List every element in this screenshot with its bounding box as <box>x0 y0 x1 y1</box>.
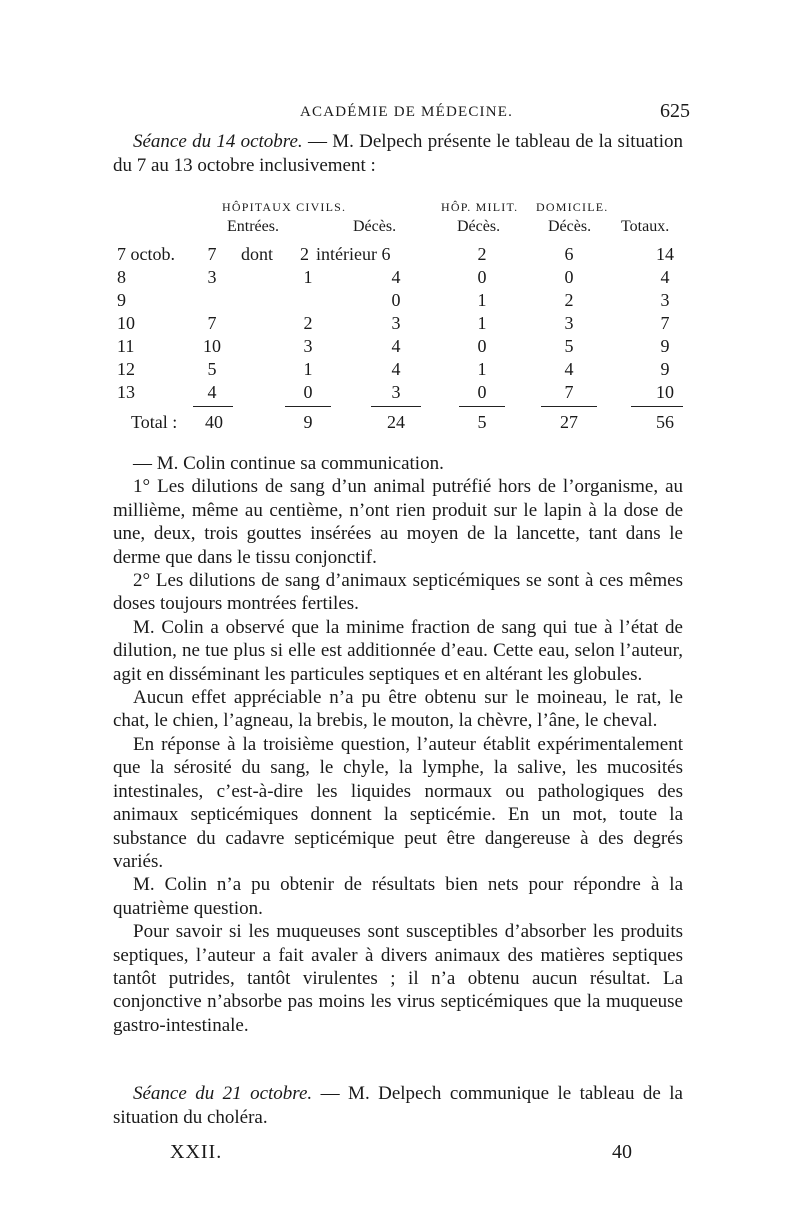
sum-rule <box>193 406 233 407</box>
row-domicile: 0 <box>564 267 574 287</box>
row-entrees: 10 <box>203 336 221 356</box>
table-row <box>115 382 685 405</box>
running-title: ACADÉMIE DE MÉDECINE. <box>300 104 514 120</box>
subheader-domicile-deces: Décès. <box>548 218 592 235</box>
row-militaires: 1 <box>477 359 487 379</box>
session-date-21-oct: Séance du 21 octobre. <box>133 1083 313 1104</box>
row-total: 14 <box>656 244 674 264</box>
row-entrees: 5 <box>207 359 217 379</box>
signature-mark: XXII. <box>170 1141 223 1163</box>
sum-rule <box>371 406 421 407</box>
table-row <box>115 290 685 313</box>
row-date: 12 <box>117 359 135 379</box>
paragraph: Aucun effet appréciable n’a pu être obtenu sur le moineau, le rat, le chat, le chien, l’agneau, la brebis, le mouton, la chèvre, l’âne, le cheval. <box>113 687 683 732</box>
row-interieur: 4 <box>391 359 401 379</box>
total-civils-deces: 9 <box>303 412 313 432</box>
row-interieur: 3 <box>391 382 401 402</box>
header-hopitaux-militaires: HÔP. MILIT. <box>441 200 519 214</box>
row-civils-deces: 0 <box>303 382 313 402</box>
subheader-civils-deces: Décès. <box>353 218 397 235</box>
row-date: 10 <box>117 313 135 333</box>
row-militaires: 0 <box>477 336 487 356</box>
row-total: 7 <box>660 313 670 333</box>
total-totaux: 56 <box>656 412 674 432</box>
paragraph: Pour savoir si les muqueuses sont susceptibles d’absorber les produits septiques, l’auteur a fait avaler à divers animaux des matières septiques tantôt putrides, tantôt virulentes ; il n’a obtenu aucun résultat. La conjonctive n’absorbe pas moins les virus septicémiques que la muqueuse gastro-intestinale. <box>113 921 683 1036</box>
row-entrees: 7 <box>207 313 217 333</box>
table-total-row <box>115 412 685 435</box>
body-text <box>113 452 683 1037</box>
row-date: 9 <box>117 290 126 310</box>
total-domicile: 27 <box>560 412 578 432</box>
session-date-14-oct: Séance du 14 octobre. <box>133 131 303 152</box>
table-row <box>115 336 685 359</box>
row-militaires: 0 <box>477 267 487 287</box>
subheader-entrees: Entrées. <box>227 218 279 235</box>
paragraph: 1° Les dilutions de sang d’un animal putréfié hors de l’organisme, au millième, même au centième, n’ont rien produit sur le lapin à la dose de une, deux, trois gouttes insérées au moyen de la lancette, tant dans le derme que dans le tissu conjonctif. <box>113 476 683 568</box>
row-date: 7 octob. <box>117 244 175 264</box>
row-militaires: 2 <box>477 244 487 264</box>
sheet-number: 40 <box>612 1141 632 1163</box>
row-entrees: 4 <box>207 382 217 402</box>
row-civils-deces: 1 <box>303 359 313 379</box>
intro-paragraph <box>113 130 683 178</box>
row-civils-deces: 1 <box>303 267 313 287</box>
row-militaires: 1 <box>477 290 487 310</box>
row-date: 11 <box>117 336 135 356</box>
row-entrees: 3 <box>207 267 217 287</box>
table-row <box>115 244 685 267</box>
row-domicile: 4 <box>564 359 574 379</box>
closing-text: — M. Delpech communique le tableau de la situation du choléra. <box>113 1083 683 1128</box>
paragraph: En réponse à la troisième question, l’auteur établit expérimentalement que la sérosité du sang, le chyle, la lymphe, la salive, les mucosités intestinales, c’est-à-dire les liquides normaux ou pathologiques des animaux septicémiques donnent la septicémie. En un mot, toute la substance du cadavre septicémique peut être dangereuse à des degrés variés. <box>113 733 683 872</box>
total-entrees: 40 <box>205 412 223 432</box>
subheader-milit-deces: Décès. <box>457 218 501 235</box>
row-total: 9 <box>660 359 670 379</box>
sum-rule <box>459 406 505 407</box>
intro-text: — M. Delpech présente le tableau de la situation du 7 au 13 octobre inclusivement : <box>113 131 683 176</box>
row-civils-deces: 2 <box>303 313 313 333</box>
row-domicile: 7 <box>564 382 574 402</box>
row-domicile: 5 <box>564 336 574 356</box>
table-row <box>115 359 685 382</box>
paragraph: — M. Colin continue sa communication. <box>133 453 444 474</box>
row-date: 8 <box>117 267 126 287</box>
closing-paragraph <box>113 1082 683 1130</box>
total-interieur: 24 <box>387 412 405 432</box>
sum-rule <box>285 406 331 407</box>
row-total: 9 <box>660 336 670 356</box>
row-militaires: 0 <box>477 382 487 402</box>
row-civils-deces: 2 <box>300 244 309 264</box>
table-row <box>115 313 685 336</box>
paragraph: M. Colin a observé que la minime fraction de sang qui tue à l’état de dilution, ne tue plus si elle est additionnée d’eau. Cette eau, selon l’auteur, agit en disséminant les particules septiques et en altérant les globules. <box>113 616 683 685</box>
row-interieur: 4 <box>391 267 401 287</box>
page-number: 625 <box>660 100 690 122</box>
row-domicile: 6 <box>564 244 574 264</box>
row-interieur: 0 <box>391 290 401 310</box>
table-row <box>115 267 685 290</box>
row-domicile: 2 <box>564 290 574 310</box>
total-label: Total : <box>131 412 178 432</box>
row-civils-deces: 3 <box>303 336 313 356</box>
row-dont: dont <box>241 244 274 264</box>
row-domicile: 3 <box>564 313 574 333</box>
running-head <box>110 100 690 130</box>
cholera-statistics-table <box>115 198 685 438</box>
row-total: 10 <box>656 382 674 402</box>
row-interieur: 3 <box>391 313 401 333</box>
row-interieur: 4 <box>391 336 401 356</box>
sum-rule <box>541 406 597 407</box>
paragraph: M. Colin n’a pu obtenir de résultats bien nets pour répondre à la quatrième question. <box>113 874 683 919</box>
header-hopitaux-civils: HÔPITAUX CIVILS. <box>222 200 347 214</box>
row-interieur: intérieur 6 <box>316 244 391 264</box>
row-total: 3 <box>660 290 670 310</box>
row-total: 4 <box>660 267 670 287</box>
sum-rule <box>631 406 683 407</box>
paragraph: 2° Les dilutions de sang d’animaux septicémiques se sont à ces mêmes doses toujours montrées fertiles. <box>113 570 683 615</box>
subheader-totaux: Totaux. <box>621 218 670 235</box>
header-domicile: DOMICILE. <box>536 200 609 214</box>
row-date: 13 <box>117 382 135 402</box>
row-militaires: 1 <box>477 313 487 333</box>
row-entrees: 7 <box>207 244 217 264</box>
total-militaires: 5 <box>477 412 487 432</box>
